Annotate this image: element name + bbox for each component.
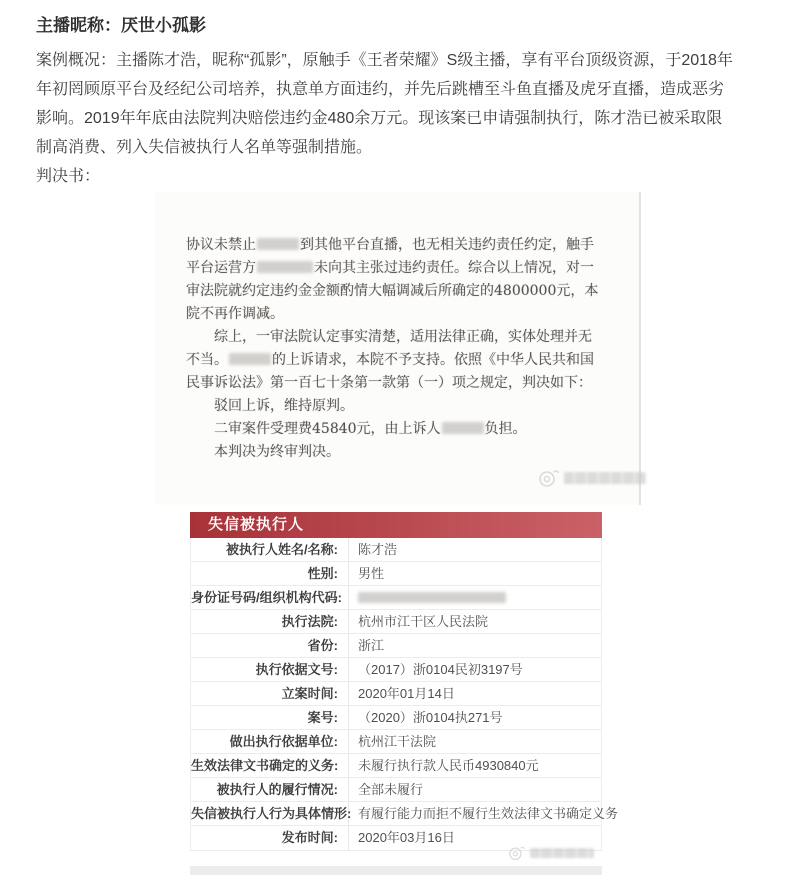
table-row: [191, 754, 601, 778]
scan-text: 平台运营方: [186, 260, 256, 276]
table-row: [191, 634, 601, 658]
scan-line: [186, 303, 586, 326]
scan-text: 审法院就约定违约金金额酌情大幅调减后所确定的4800000元，本: [186, 283, 599, 299]
scan-text: 的上诉请求，本院不予支持。依照《中华人民共和国: [272, 352, 594, 368]
row-value: 未履行执行款人民币4930840元: [358, 758, 539, 773]
enforcement-record-table: [190, 512, 619, 851]
scan-text: 不当。: [186, 352, 228, 368]
row-label: 发布时间:: [191, 826, 349, 850]
row-value: 杭州市江干区人民法院: [358, 614, 489, 629]
row-value: [349, 586, 601, 609]
scan-line: [186, 280, 599, 303]
table-row: [191, 538, 601, 562]
table-row: [191, 610, 601, 634]
case-summary: [36, 46, 784, 162]
redacted-name: [229, 353, 271, 365]
row-label: 省份:: [191, 634, 349, 657]
row-value: 2020年01月14日: [358, 686, 455, 701]
table-row: [191, 562, 601, 586]
case-summary-line: 影响。2019年年底由法院判决赔偿违约金480余万元。现该案已申请强制执行，陈才浩已被采取限: [36, 110, 723, 127]
scan-line: [186, 234, 594, 257]
row-value: 2020年03月16日: [358, 830, 455, 845]
row-value: 男性: [358, 566, 385, 581]
row-label: 性别:: [191, 562, 349, 585]
row-value: 全部未履行: [358, 782, 424, 797]
scan-text: 二审案件受理费45840元，由上诉人: [214, 421, 441, 437]
row-label: 失信被执行人行为具体情形:: [191, 802, 349, 825]
scan-text: 负担。: [484, 421, 527, 437]
case-summary-line: 年初罔顾原平台及经纪公司培养，执意单方面违约，并先后跳槽至斗鱼直播及虎牙直播，造成恶劣: [36, 81, 725, 98]
judgment-scan-lines: [186, 234, 639, 464]
table-row: [191, 778, 601, 802]
table-row: [191, 706, 601, 730]
redacted-name: [257, 238, 299, 250]
scan-line: [186, 418, 614, 441]
table-row: [191, 658, 601, 682]
next-section-strip: [190, 866, 602, 875]
watermark-text-blur: [530, 848, 594, 858]
scan-text: 院不再作调减。: [186, 306, 284, 322]
judgment-scan-image: [155, 192, 641, 505]
scan-line: [186, 395, 614, 418]
redacted-name: [442, 422, 484, 434]
judgment-doc-label: 判决书：: [36, 168, 101, 185]
scan-text: 本判决为终审判决。: [214, 444, 340, 460]
row-label: 被执行人的履行情况:: [191, 778, 349, 801]
row-label: 身份证号码/组织机构代码:: [191, 586, 349, 609]
row-value: （2017）浙0104民初3197号: [358, 662, 523, 677]
scan-line: [186, 326, 614, 349]
row-label: 执行依据文号:: [191, 658, 349, 681]
watermark-eye-icon: [508, 845, 526, 861]
row-label: 生效法律文书确定的义务:: [191, 754, 349, 777]
redacted-name: [257, 261, 313, 273]
scan-line: [186, 257, 594, 280]
row-value: 浙江: [358, 638, 385, 653]
row-value: 杭州江干法院: [358, 734, 437, 749]
case-summary-line: 案例概况：主播陈才浩，昵称“孤影”，原触手《王者荣耀》S级主播，享有平台顶级资源，于2018年: [36, 52, 733, 69]
table-row: [191, 730, 601, 754]
scan-text: 协议未禁止: [186, 237, 256, 253]
table-row: [191, 802, 619, 826]
scan-text: 综上，一审法院认定事实清楚，适用法律正确，实体处理并无: [214, 329, 592, 345]
redacted-id-number: [358, 592, 506, 603]
row-label: 执行法院:: [191, 610, 349, 633]
table-row: [191, 682, 601, 706]
row-value: 陈才浩: [358, 542, 398, 557]
scan-line: [186, 372, 592, 395]
scan-line: [186, 349, 594, 372]
scan-line: [186, 441, 614, 464]
row-label: 立案时间:: [191, 682, 349, 705]
weibo-watermark: [508, 845, 594, 861]
watermark-text-blur: [564, 472, 646, 484]
table-header: 失信被执行人: [190, 512, 602, 538]
case-summary-line: 制高消费、列入失信被执行人名单等强制措施。: [36, 139, 373, 156]
scan-text: 驳回上诉，维持原判。: [214, 398, 354, 414]
weibo-watermark: [538, 468, 646, 488]
watermark-eye-icon: [538, 468, 560, 488]
row-label: 被执行人姓名/名称:: [191, 538, 349, 561]
page-title: 主播昵称：厌世小孤影: [36, 16, 206, 35]
scan-text: 民事诉讼法》第一百七十条第一款第（一）项之规定，判决如下：: [186, 375, 592, 391]
row-value: （2020）浙0104执271号: [358, 710, 503, 725]
enforcement-table-rows: [190, 538, 619, 851]
scan-text: 到其他平台直播，也无相关违约责任约定，触手: [300, 237, 594, 253]
scan-text: 未向其主张过违约责任。综合以上情况，对一: [314, 260, 594, 276]
table-row: [191, 586, 601, 610]
row-label: 做出执行依据单位:: [191, 730, 349, 753]
row-label: 案号:: [191, 706, 349, 729]
row-value: 有履行能力而拒不履行生效法律文书确定义务: [358, 806, 619, 821]
